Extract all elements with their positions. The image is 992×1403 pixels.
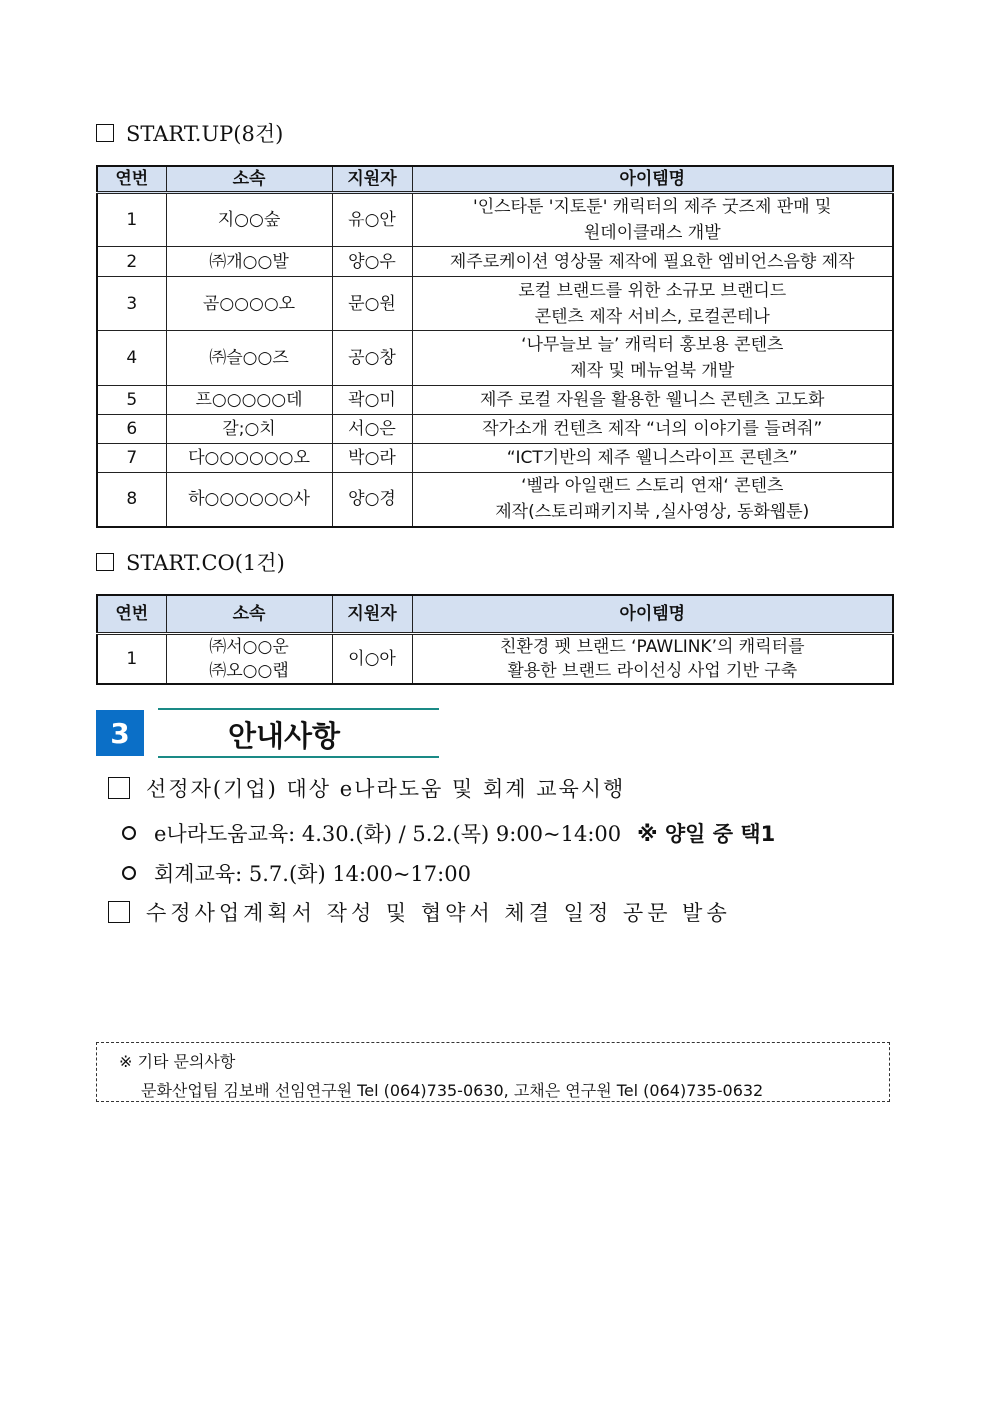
- cell-org: 지○○숲: [166, 193, 332, 247]
- cell-no: 1: [97, 633, 166, 684]
- checkbox-icon: [96, 124, 114, 142]
- cell-item: [412, 331, 893, 386]
- col-header-item: 아이템명: [412, 595, 893, 633]
- item-line: 친환경 펫 브랜드 ‘PAWLINK’의 캐릭터를: [499, 636, 805, 657]
- cell-no: 2: [97, 247, 166, 277]
- cell-applicant: 양○경: [332, 473, 412, 527]
- cell-org: ㈜개○○발: [166, 247, 332, 277]
- col-header-no: 연번: [97, 166, 166, 193]
- cell-no: 8: [97, 473, 166, 527]
- cell-item: [412, 473, 893, 527]
- cell-item: [412, 277, 893, 331]
- item-line: ‘나무늘보 늘’ 캐릭터 홍보용 콘텐츠: [521, 335, 784, 355]
- table-row: [97, 473, 893, 527]
- cell-item: [412, 386, 893, 415]
- cell-applicant: 서○은: [332, 415, 412, 444]
- sub-bullet-text: e나라도움교육: 4.30.(화) / 5.2.(목) 9:00~14:00: [154, 822, 622, 846]
- cell-org: 갈;○치: [166, 415, 332, 444]
- cell-no: 5: [97, 386, 166, 415]
- cell-item: [412, 415, 893, 444]
- table-row: [97, 386, 893, 415]
- org-line: ㈜오○○랩: [209, 660, 289, 681]
- sub-bullet-accounting: [122, 858, 471, 888]
- startco-table: [96, 594, 894, 685]
- contact-box: [96, 1042, 890, 1102]
- startup-heading-text: START.UP(8건): [126, 122, 284, 146]
- item-line: 활용한 브랜드 라이선싱 사업 기반 구축: [507, 660, 798, 681]
- startup-heading: [96, 118, 283, 148]
- sub-bullet-text: 회계교육: 5.7.(화) 14:00~17:00: [154, 862, 471, 886]
- sub-bullet-note: ※ 양일 중 택1: [637, 822, 776, 846]
- checkbox-icon: [96, 553, 114, 571]
- item-line: “ICT기반의 제주 웰니스라이프 콘텐츠”: [506, 448, 798, 468]
- table-header-row: [97, 166, 893, 193]
- item-line: 제작 및 메뉴얼북 개발: [570, 361, 735, 381]
- cell-no: 6: [97, 415, 166, 444]
- cell-applicant: 문○원: [332, 277, 412, 331]
- table-row: [97, 444, 893, 473]
- startco-heading-text: START.CO(1건): [126, 551, 285, 575]
- org-line: ㈜서○○운: [209, 636, 289, 657]
- cell-org: 하○○○○○○사: [166, 473, 332, 527]
- cell-item: [412, 193, 893, 247]
- cell-no: 4: [97, 331, 166, 386]
- bullet-agreement: [108, 897, 731, 927]
- bullet-text: 선정자(기업) 대상 e나라도움 및 회계 교육시행: [146, 777, 626, 801]
- cell-applicant: 공○창: [332, 331, 412, 386]
- col-header-item: 아이템명: [412, 166, 893, 193]
- cell-no: 1: [97, 193, 166, 247]
- section-number: 3: [96, 710, 144, 756]
- cell-org: ㈜슬○○즈: [166, 331, 332, 386]
- checkbox-icon: [108, 777, 130, 799]
- contact-title: ※ 기타 문의사항: [119, 1052, 236, 1071]
- section-3-header: [96, 708, 441, 758]
- bullet-text: 수정사업계획서 작성 및 협약서 체결 일정 공문 발송: [146, 901, 731, 925]
- startco-heading: [96, 547, 285, 577]
- cell-item: [412, 633, 893, 684]
- circle-bullet-icon: [122, 866, 136, 880]
- col-header-applicant: 지원자: [332, 595, 412, 633]
- cell-applicant: 박○라: [332, 444, 412, 473]
- circle-bullet-icon: [122, 826, 136, 840]
- cell-org: [166, 633, 332, 684]
- table-row: [97, 277, 893, 331]
- item-line: 작가소개 컨텐츠 제작 “너의 이야기를 들려줘”: [482, 419, 823, 439]
- item-line: 로컬 브랜드를 위한 소규모 브랜디드: [518, 280, 787, 301]
- section-title: 안내사항: [228, 719, 341, 753]
- col-header-org: 소속: [166, 166, 332, 193]
- cell-applicant: 양○우: [332, 247, 412, 277]
- cell-org: 다○○○○○○오: [166, 444, 332, 473]
- cell-applicant: 곽○미: [332, 386, 412, 415]
- checkbox-icon: [108, 901, 130, 923]
- cell-no: 3: [97, 277, 166, 331]
- cell-no: 7: [97, 444, 166, 473]
- section-title-frame: [158, 708, 439, 758]
- sub-bullet-enara: [122, 818, 775, 848]
- table-row: [97, 247, 893, 277]
- table-row: [97, 633, 893, 684]
- cell-org: 프○○○○○데: [166, 386, 332, 415]
- contact-details: 문화산업팀 김보배 선임연구원 Tel (064)735-0630, 고채은 연구원 Tel (064)735-0632: [141, 1081, 764, 1100]
- col-header-no: 연번: [97, 595, 166, 633]
- table-row: [97, 331, 893, 386]
- col-header-org: 소속: [166, 595, 332, 633]
- cell-applicant: 이○아: [332, 633, 412, 684]
- cell-item: [412, 247, 893, 277]
- table-row: [97, 415, 893, 444]
- startup-table: [96, 165, 894, 528]
- item-line: '인스타툰 '지토툰' 캐릭터의 제주 굿즈제 판매 및: [473, 197, 832, 217]
- bullet-education: [108, 773, 625, 803]
- item-line: 원데이클래스 개발: [583, 223, 721, 243]
- item-line: 제주 로컬 자원을 활용한 웰니스 콘텐츠 고도화: [480, 390, 825, 410]
- table-header-row: [97, 595, 893, 633]
- cell-item: [412, 444, 893, 473]
- col-header-applicant: 지원자: [332, 166, 412, 193]
- item-line: 제작(스토리패키지북 ,실사영상, 동화웹툰): [495, 502, 810, 523]
- item-line: 콘텐츠 제작 서비스, 로컬콘테나: [534, 306, 770, 327]
- cell-org: 곰○○○○오: [166, 277, 332, 331]
- cell-applicant: 유○안: [332, 193, 412, 247]
- item-line: 제주로케이션 영상물 제작에 필요한 엠비언스음향 제작: [449, 251, 855, 272]
- item-line: ‘벨라 아일랜드 스토리 연재‘ 콘텐츠: [521, 476, 784, 497]
- table-row: [97, 193, 893, 247]
